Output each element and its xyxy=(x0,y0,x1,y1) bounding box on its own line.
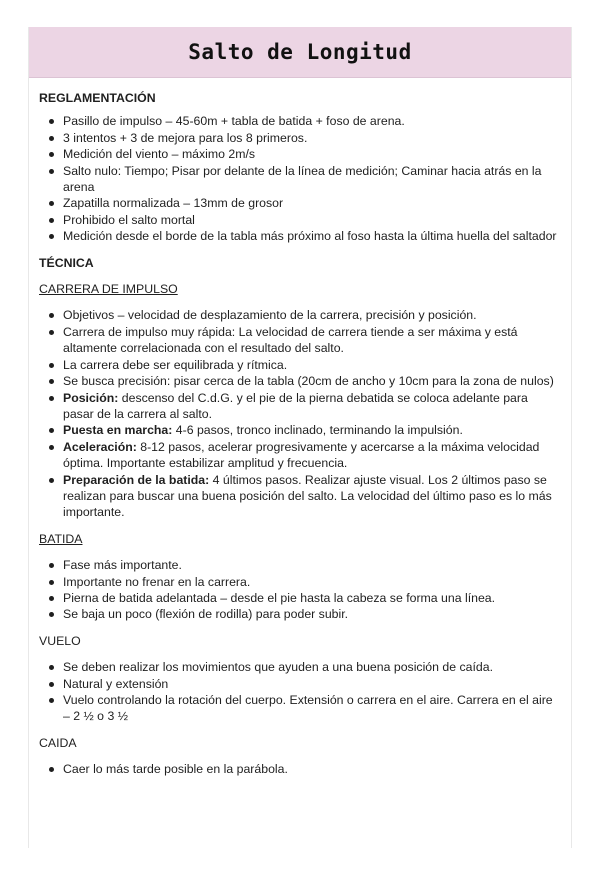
list-item: Medición del viento – máximo 2m/s xyxy=(63,146,561,162)
item-label: Preparación de la batida: xyxy=(63,472,210,487)
list-item xyxy=(63,307,561,323)
list-item xyxy=(63,439,561,472)
list-item xyxy=(63,357,561,373)
carrera-list xyxy=(39,307,561,520)
list-item xyxy=(63,324,561,357)
subheading-carrera: CARRERA DE IMPULSO xyxy=(39,282,178,297)
item-text: 8-12 pasos, acelerar progresivamente y acercarse a la máxima velocidad óptima. Importante estabilizar amplitud y frecuencia. xyxy=(63,439,540,471)
title-banner xyxy=(29,27,571,78)
item-label: Aceleración: xyxy=(63,439,137,454)
list-item: Pierna de batida adelantada – desde el pie hasta la cabeza se forma una línea. xyxy=(63,590,561,606)
reglamentacion-list xyxy=(39,113,561,244)
list-item: 3 intentos + 3 de mejora para los 8 primeros. xyxy=(63,130,561,146)
subheading-batida: BATIDA xyxy=(39,531,83,546)
list-item: Pasillo de impulso – 45-60m + tabla de batida + foso de arena. xyxy=(63,113,561,129)
document-page xyxy=(28,27,572,848)
list-item xyxy=(63,373,561,389)
subheading-vuelo: VUELO xyxy=(39,633,81,648)
list-item: Zapatilla normalizada – 13mm de grosor xyxy=(63,195,561,211)
list-item: Medición desde el borde de la tabla más próximo al foso hasta la última huella del saltador xyxy=(63,228,561,244)
vuelo-list xyxy=(39,659,561,725)
item-text: descenso del C.d.G. y el pie de la pierna debatida se coloca adelante para pasar de la carrera al salto. xyxy=(63,390,528,421)
list-item xyxy=(63,472,561,521)
item-text: Se busca precisión: pisar cerca de la tabla (20cm de ancho y 10cm para la zona de nulos) xyxy=(63,374,554,389)
list-item xyxy=(63,422,561,438)
section-heading-tecnica: TÉCNICA xyxy=(39,255,94,270)
batida-list xyxy=(39,557,561,623)
document-content xyxy=(29,78,571,778)
item-label: Posición: xyxy=(63,390,119,405)
item-text: La carrera debe ser equilibrada y rítmica. xyxy=(63,357,288,372)
item-label: Puesta en marcha: xyxy=(63,423,173,438)
list-item: Se baja un poco (flexión de rodilla) para poder subir. xyxy=(63,606,561,622)
list-item: Fase más importante. xyxy=(63,557,561,573)
section-heading-reglamentacion: REGLAMENTACIÓN xyxy=(39,91,156,105)
subheading-caida: CAIDA xyxy=(39,735,77,750)
item-text: Objetivos – velocidad de desplazamiento de la carrera, precisión y posición. xyxy=(63,308,477,323)
list-item: Vuelo controlando la rotación del cuerpo. Extensión o carrera en el aire. Carrera en el aire – 2 ½ o 3 ½ xyxy=(63,692,561,725)
list-item: Se deben realizar los movimientos que ayuden a una buena posición de caída. xyxy=(63,659,561,675)
list-item xyxy=(63,390,561,423)
page-title: Salto de Longitud xyxy=(188,40,412,64)
list-item: Natural y extensión xyxy=(63,676,561,692)
item-text: 4-6 pasos, tronco inclinado, terminando la impulsión. xyxy=(172,423,463,438)
list-item: Salto nulo: Tiempo; Pisar por delante de la línea de medición; Caminar hacia atrás en la arena xyxy=(63,163,561,196)
item-text: Carrera de impulso muy rápida: La velocidad de carrera tiende a ser máxima y está altamente correlacionada con el resultado del salto. xyxy=(63,324,518,356)
item-text: 4 últimos pasos. Realizar ajuste visual. Los 2 últimos paso se realizan para buscar una buena posición del salto. La velocidad del último paso es lo más importante. xyxy=(63,472,552,520)
list-item: Prohibido el salto mortal xyxy=(63,212,561,228)
list-item: Caer lo más tarde posible en la parábola. xyxy=(63,761,561,777)
list-item: Importante no frenar en la carrera. xyxy=(63,574,561,590)
caida-list xyxy=(39,761,561,777)
